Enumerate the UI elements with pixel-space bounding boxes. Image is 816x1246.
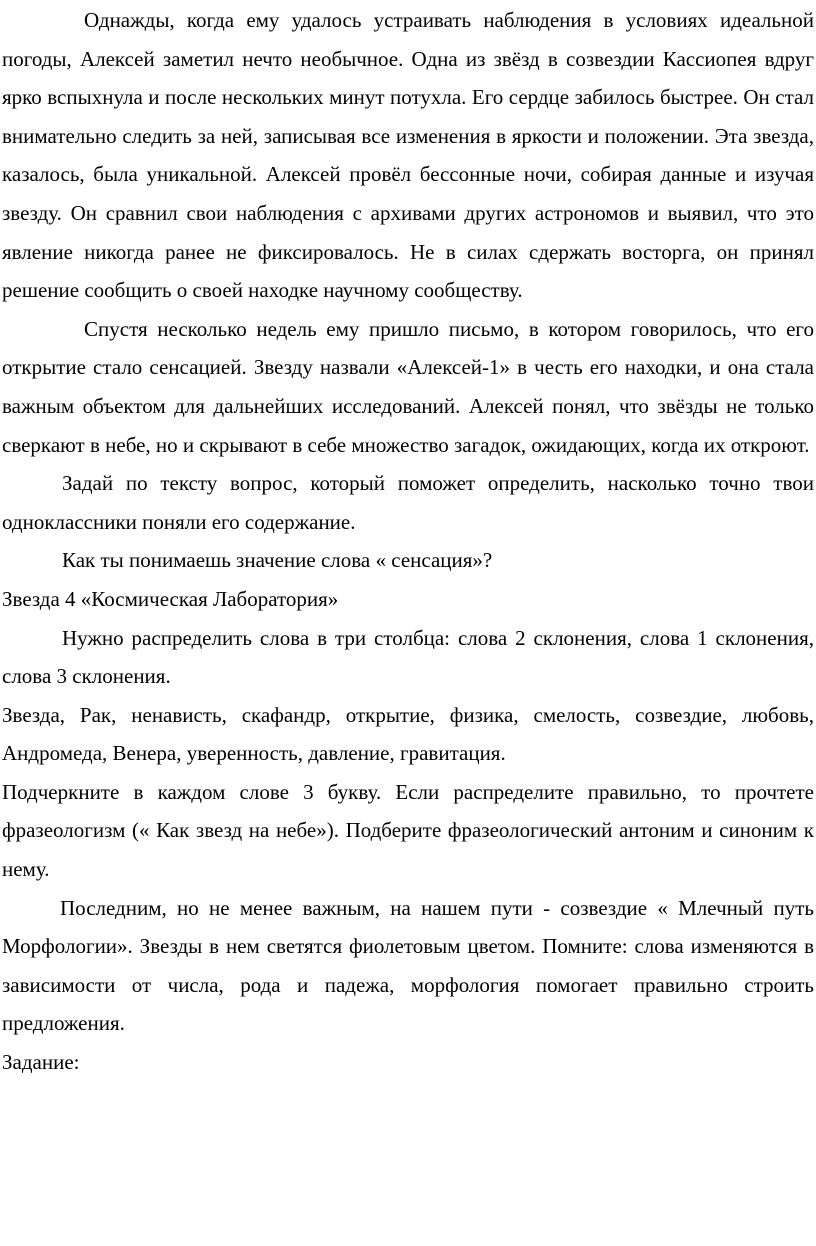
story-paragraph-1: Однажды, когда ему удалось устраивать наблюдения в условиях идеальной погоды, Алексей заметил нечто необычное. Одна из звёзд в созвездии Кассиопея вдруг ярко вспыхнула и после нескольких минут потухла. Его сердце забилось быстрее. Он стал внимательно следить за ней, записывая все изменения в яркости и положении. Эта звезда, казалось, была уникальной. Алексей провёл бессонные ночи, собирая данные и изучая звезду. Он сравнил свои наблюдения с архивами других астрономов и выявил, что это явление никогда ранее не фиксировалось. Не в силах сдержать восторга, он принял решение сообщить о своей находке научному сообществу. xyxy=(2,8,814,303)
declension-task-paragraph: Нужно распределить слова в три столбца: слова 2 склонения, слова 1 склонения, слова 3 склонения. xyxy=(2,625,814,689)
word-meaning-task: Как ты понимаешь значение слова « сенсация»? xyxy=(62,548,493,573)
milky-way-paragraph: Последним, но не менее важным, на нашем пути - созвездие « Млечный путь Морфологии». Звезды в нем светятся фиолетовым цветом. Помните: слова изменяются в зависимости от числа, рода и падежа, морфология помогает правильно строить предложения. xyxy=(2,895,814,1036)
word-list-paragraph: Звезда, Рак, ненависть, скафандр, открытие, физика, смелость, созвездие, любовь, Андромеда, Венера, уверенность, давление, гравитация. xyxy=(2,702,814,766)
question-task-paragraph: Задай по тексту вопрос, который поможет определить, насколько точно твои одноклассники поняли его содержание. xyxy=(2,471,814,534)
task-label: Задание: xyxy=(2,1050,80,1075)
story-paragraph-2: Спустя несколько недель ему пришло письмо, в котором говорилось, что его открытие стало сенсацией. Звезду назвали «Алексей-1» в честь его находки, и она стала важным объектом для дальнейших исследований. Алексей понял, что звёзды не только сверкают в небе, но и скрывают в себе множество загадок, ожидающих, когда их откроют. xyxy=(2,316,814,457)
section-heading-star-4: Звезда 4 «Космическая Лаборатория» xyxy=(2,586,339,611)
phraseologism-task-paragraph: Подчеркните в каждом слове 3 букву. Если распределите правильно, то прочтете фразеологизм (« Как звезд на небе»). Подберите фразеологический антоним и синоним к нему. xyxy=(2,779,814,882)
